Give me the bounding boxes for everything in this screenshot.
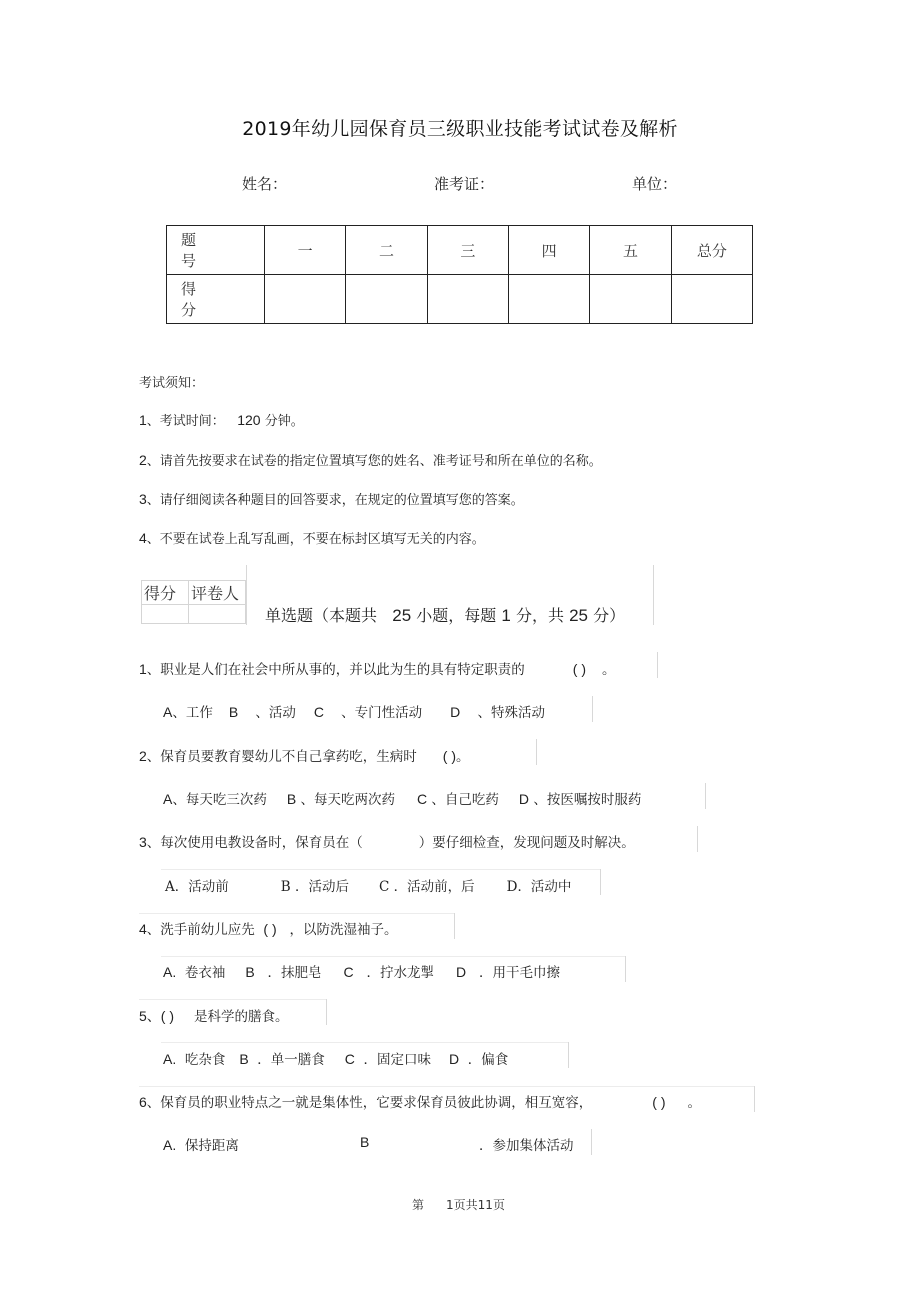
question-4-options: A. 卷衣袖 B ．抹肥皂 C ．拧水龙掣 D ．用干毛巾擦 — [163, 964, 561, 981]
option-letter: B — [280, 879, 291, 895]
score-cell-total — [671, 275, 752, 324]
grader-score-cell — [142, 605, 189, 624]
divider — [139, 1086, 754, 1087]
notice-item: 1、考试时间： 120 分钟。 — [139, 412, 304, 429]
score-cell — [590, 275, 671, 324]
score-cell — [346, 275, 427, 324]
divider — [161, 869, 601, 870]
divider — [653, 565, 654, 625]
answer-blank: ( ) — [652, 1094, 666, 1110]
divider — [246, 565, 247, 625]
divider — [161, 1042, 569, 1043]
divider — [754, 1086, 755, 1112]
column-header: 五 — [590, 226, 671, 275]
divider — [161, 956, 625, 957]
question-2-options: A、每天吃三次药 B 、每天吃两次药 C 、自己吃药 D 、按医嘱按时服药 — [163, 791, 642, 808]
total-pages: 11 — [477, 1198, 493, 1212]
divider — [657, 652, 658, 678]
option-letter: C — [313, 704, 324, 720]
question-4: 4、洗手前幼儿应先 ( ) ，以防洗湿袖子。 — [139, 921, 398, 938]
notice-item: 4、不要在试卷上乱写乱画，不要在标封区填写无关的内容。 — [139, 530, 485, 547]
option-letter: B — [360, 1134, 370, 1150]
column-header: 一 — [265, 226, 346, 275]
score-table-header-row — [167, 226, 753, 275]
answer-blank: 、( ) — [146, 1008, 175, 1024]
option-letter: A — [163, 704, 173, 720]
divider — [326, 999, 327, 1025]
question-1-options: A、工作 B 、活动 C 、专门性活动 D 、特殊活动 — [163, 704, 545, 721]
notice-item: 2、请首先按要求在试卷的指定位置填写您的姓名、准考证号和所在单位的名称。 — [139, 452, 602, 469]
option-letter: A. — [163, 1137, 177, 1153]
score-table — [166, 225, 753, 324]
divider — [139, 913, 454, 914]
option-letter: C — [378, 879, 390, 895]
answer-blank: ( ) — [442, 748, 457, 764]
document-title: 2019年幼儿园保育员三级职业技能考试试卷及解析 — [242, 118, 678, 140]
question-6-option-b — [360, 1134, 369, 1151]
question-6-option-b-text: ．参加集体活动 — [479, 1138, 574, 1154]
score-cell — [508, 275, 589, 324]
column-header-total: 总分 — [671, 226, 752, 275]
question-1: 1、职业是人们在社会中所从事的，并以此为生的具有特定职责的 ( ) 。 — [139, 661, 616, 678]
option-letter: B — [239, 1051, 249, 1067]
divider — [625, 956, 626, 982]
notice-item: 3、请仔细阅读各种题目的回答要求，在规定的位置填写您的答案。 — [139, 491, 524, 508]
option-letter: A — [163, 791, 173, 807]
option-letter: D — [456, 964, 467, 980]
question-3: 3、每次使用电教设备时，保育员在（ ）要仔细检查，发现问题及时解决。 — [139, 834, 635, 851]
column-header: 三 — [427, 226, 508, 275]
question-6-options: A. 保持距离 — [163, 1137, 239, 1154]
answer-blank: ( ) — [572, 661, 587, 677]
score-cell — [427, 275, 508, 324]
option-letter: A. — [163, 1051, 177, 1067]
section-title: 单选题（本题共 25 小题，每题 1 分，共 25 分） — [265, 606, 626, 625]
answer-blank: ( ) — [263, 921, 277, 937]
divider — [591, 1129, 592, 1155]
option-letter: C — [416, 791, 428, 807]
divider — [568, 1042, 569, 1068]
page-footer: 第 1页共11页 — [412, 1198, 505, 1212]
divider — [592, 696, 593, 722]
option-letter: B — [228, 704, 239, 720]
grader-name-cell — [189, 605, 246, 624]
name-field-label: 姓名： — [242, 175, 288, 193]
grader-name-label: 评卷人 — [189, 581, 246, 605]
option-letter: A — [165, 879, 175, 895]
option-letter: B — [245, 964, 255, 980]
grader-score-label: 得分 — [142, 581, 189, 605]
divider — [600, 869, 601, 895]
header-row-label: 题 号 — [167, 226, 265, 275]
score-row-label: 得 分 — [167, 275, 265, 324]
question-5-options: A. 吃杂食 B ．单一膳食 C ．固定口味 D ．偏食 — [163, 1051, 509, 1068]
option-letter: A. — [163, 964, 177, 980]
grader-box — [141, 580, 246, 624]
option-letter: C — [343, 964, 354, 980]
score-cell — [265, 275, 346, 324]
notice-heading: 考试须知： — [139, 376, 205, 391]
divider — [536, 739, 537, 765]
divider — [139, 999, 326, 1000]
column-header: 四 — [508, 226, 589, 275]
divider — [697, 826, 698, 852]
divider — [705, 783, 706, 809]
question-5: 5、( ) 是科学的膳食。 — [139, 1008, 289, 1025]
option-letter: D — [506, 879, 518, 895]
option-letter: C — [344, 1051, 355, 1067]
question-2: 2、保育员要教育婴幼儿不自己拿药吃，生病时 ( )。 — [139, 748, 470, 765]
unit-field-label: 单位： — [632, 175, 678, 193]
column-header: 二 — [346, 226, 427, 275]
question-6: 6、保育员的职业特点之一就是集体性，它要求保育员彼此协调，相互宽容， ( ) 。 — [139, 1094, 702, 1111]
exam-id-field-label: 准考证： — [434, 175, 495, 193]
option-letter: B — [286, 791, 297, 807]
question-3-options: A．活动前 B ．活动后 C ．活动前，后 D．活动中 — [165, 879, 572, 895]
option-letter: D — [518, 791, 530, 807]
option-letter: D — [448, 1051, 460, 1067]
current-page: 1 — [446, 1198, 454, 1212]
option-letter: D — [450, 704, 461, 720]
divider — [454, 913, 455, 939]
score-table-score-row — [167, 275, 753, 324]
